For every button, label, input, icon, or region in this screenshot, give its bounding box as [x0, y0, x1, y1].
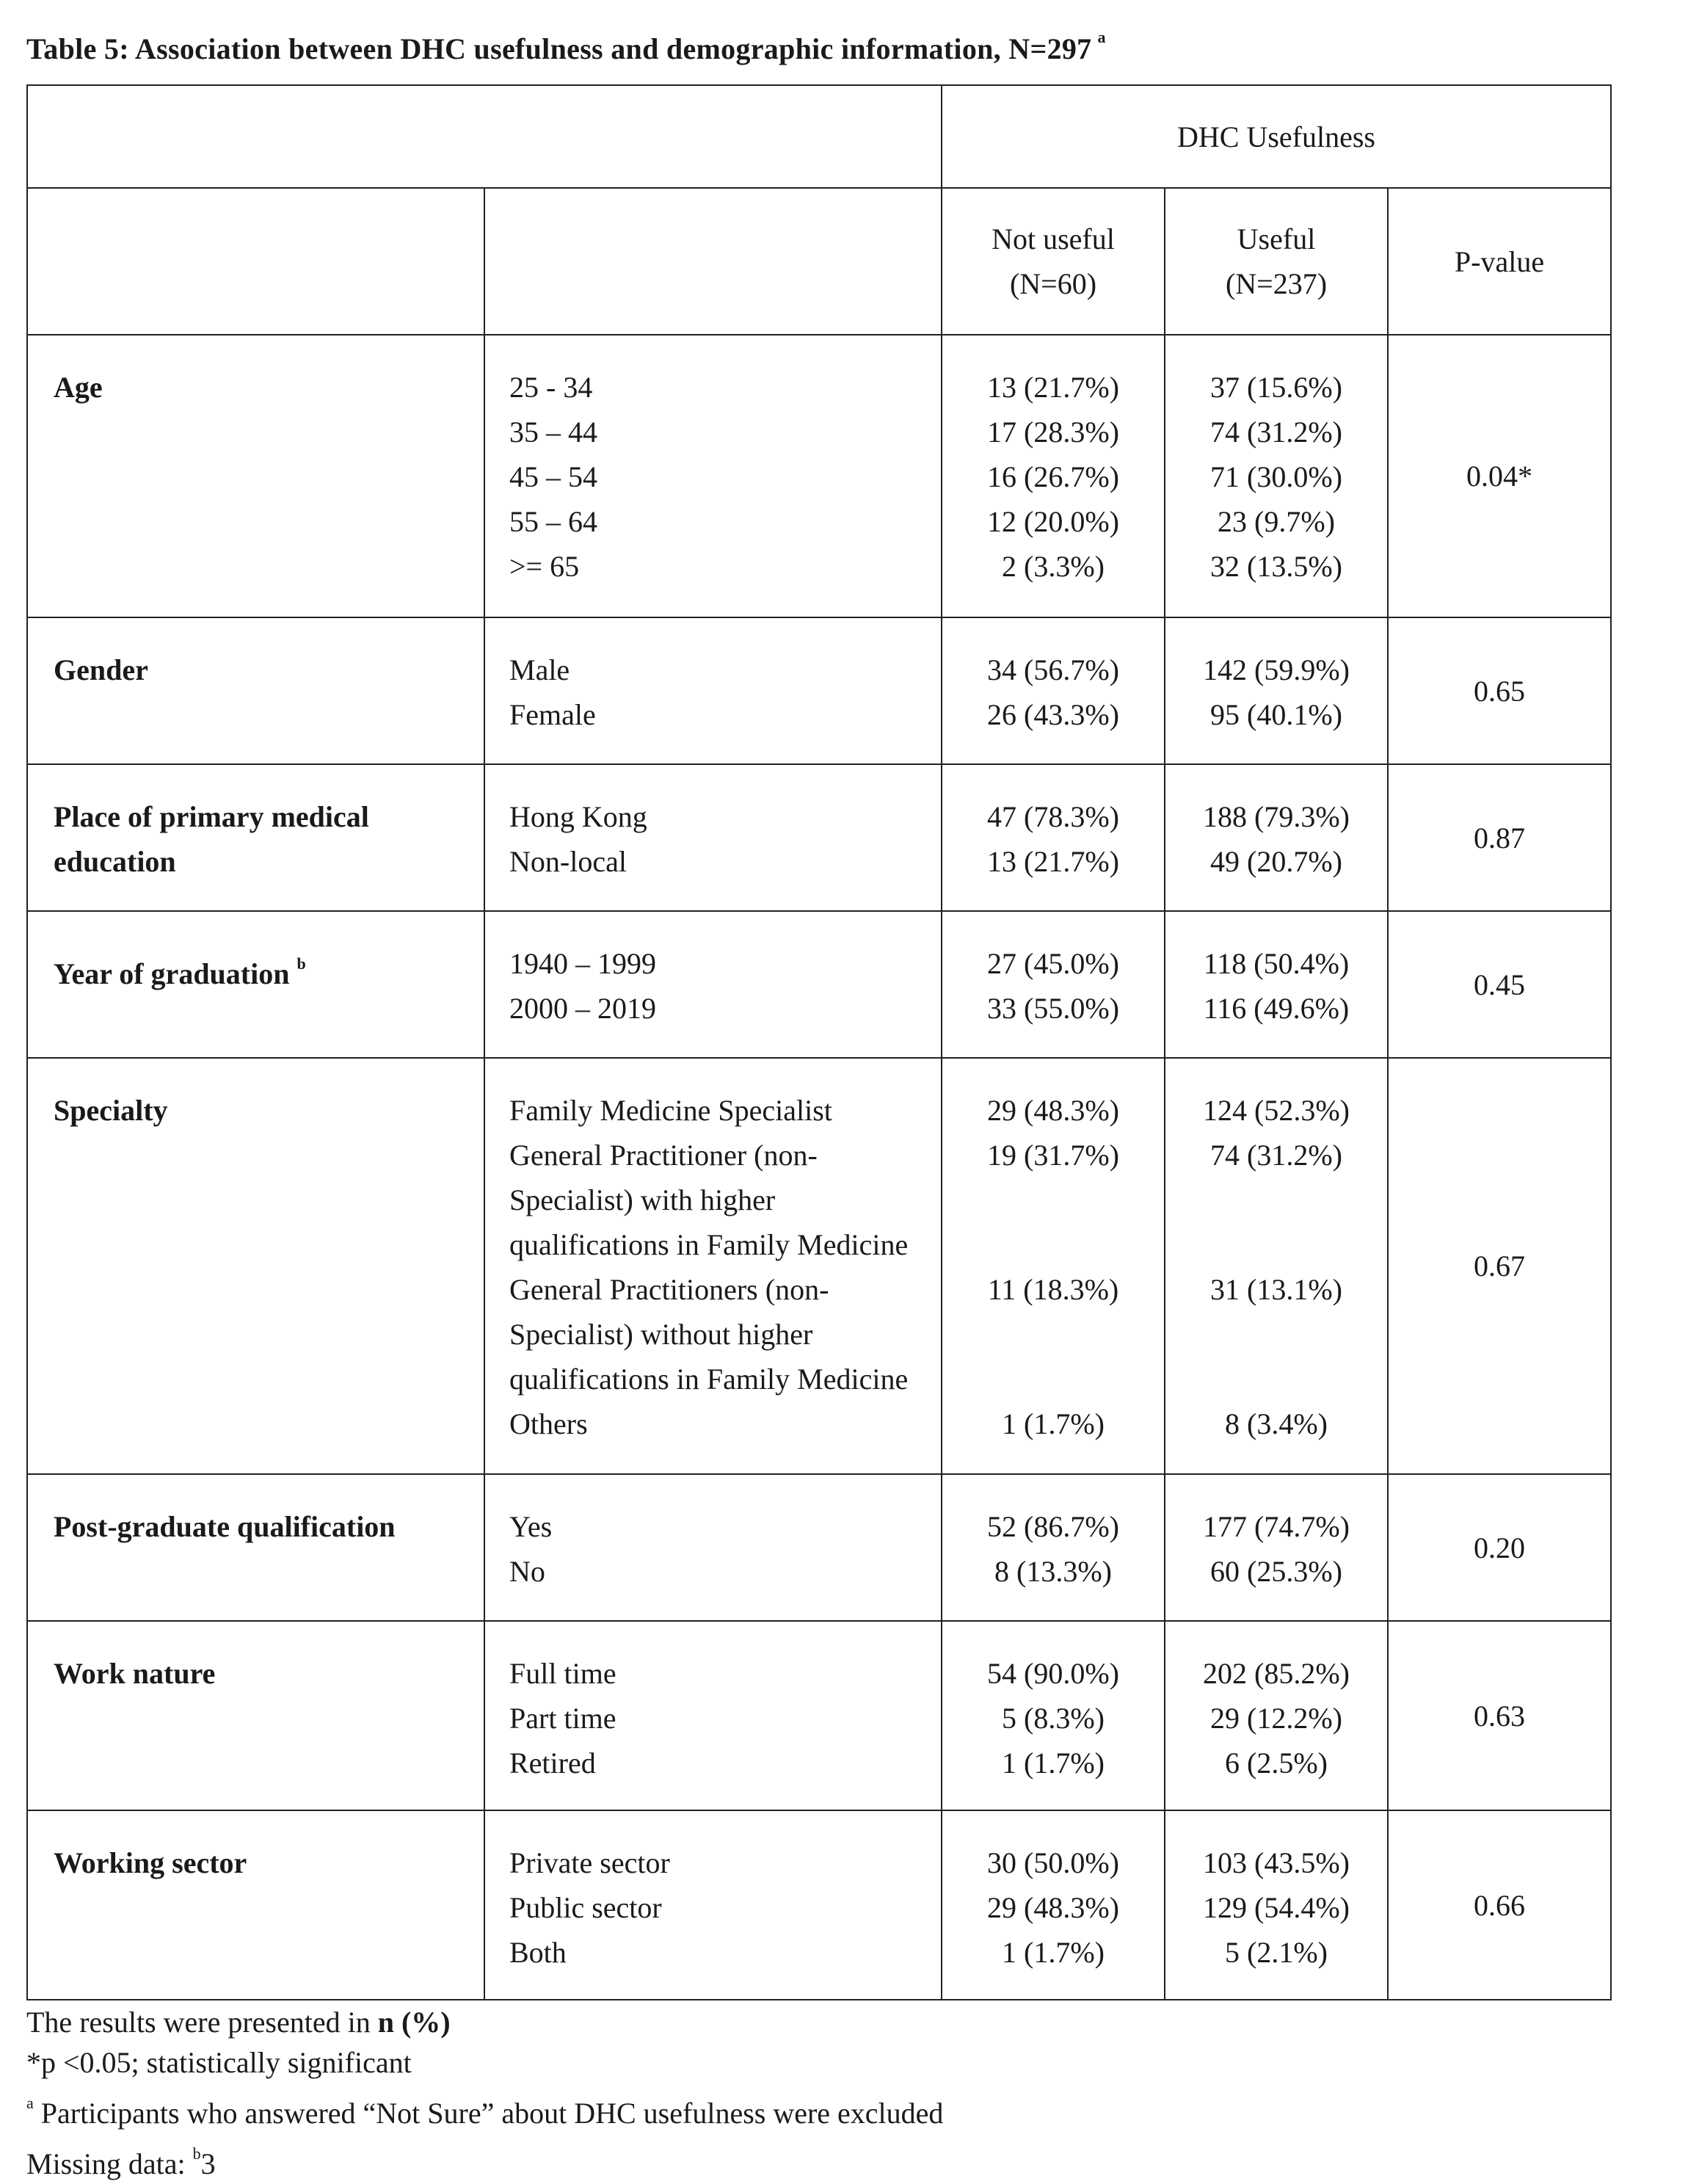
row-subgroups-working-sector — [484, 1810, 942, 2000]
subgroup-label: Private sector — [509, 1846, 670, 1879]
footnote-text: Missing data: — [26, 2147, 193, 2180]
subgroup-label: 25 - 34 — [509, 371, 593, 404]
subgroup-label: Female — [509, 698, 596, 731]
cell-value: 49 (20.7%) — [1210, 845, 1342, 878]
row-category-work-nature: Work nature — [27, 1621, 484, 1810]
subgroup-label: 35 – 44 — [509, 416, 597, 449]
table-footnotes — [26, 2002, 943, 2184]
subgroup-label: qualifications in Family Medicine — [509, 1363, 909, 1396]
header-blank-sub — [484, 188, 942, 335]
cell-value: 71 (30.0%) — [1210, 460, 1342, 493]
row-subgroups-work-nature — [484, 1621, 942, 1810]
spacer — [1165, 1222, 1387, 1267]
subgroup-label: 55 – 64 — [509, 505, 597, 538]
pvalue-cell: 0.67 — [1388, 1058, 1611, 1474]
pvalue-cell: 0.63 — [1388, 1621, 1611, 1810]
subgroup-label: Specialist) with higher — [509, 1183, 776, 1216]
table-row — [27, 335, 1611, 617]
cell-value: 13 (21.7%) — [987, 371, 1119, 404]
subgroup-label: Both — [509, 1936, 567, 1969]
useful-values — [1165, 764, 1388, 911]
row-category-year-of-graduation — [27, 911, 484, 1058]
dhc-usefulness-header: DHC Usefulness — [942, 85, 1611, 188]
table-row — [27, 1058, 1611, 1474]
useful-label: Useful — [1237, 222, 1316, 255]
cell-value: 202 (85.2%) — [1203, 1657, 1350, 1690]
cell-value: 74 (31.2%) — [1210, 1139, 1342, 1172]
row-subgroups-place — [484, 764, 942, 911]
not-useful-label: Not useful — [992, 222, 1115, 255]
pvalue-header: P-value — [1388, 188, 1611, 335]
category-label-line: education — [54, 845, 176, 878]
cell-value: 33 (55.0%) — [987, 992, 1119, 1025]
subgroup-label: >= 65 — [509, 550, 580, 583]
footnote-format — [26, 2002, 943, 2042]
not-useful-values — [942, 911, 1165, 1058]
subgroup-label: Hong Kong — [509, 800, 647, 833]
spacer — [942, 1357, 1164, 1401]
header-blank-category — [27, 188, 484, 335]
subgroup-label: Full time — [509, 1657, 616, 1690]
cell-value: 52 (86.7%) — [987, 1510, 1119, 1543]
subgroup-label: General Practitioners (non- — [509, 1273, 829, 1306]
demographics-table — [26, 84, 1612, 2000]
table-caption — [26, 28, 1106, 66]
subgroup-label: 1940 – 1999 — [509, 947, 656, 980]
cell-value: 31 (13.1%) — [1210, 1273, 1342, 1306]
footnote-marker: a — [26, 2094, 34, 2112]
pvalue-cell: 0.66 — [1388, 1810, 1611, 2000]
footnote-text: 3 — [200, 2147, 216, 2180]
subgroup-label: Family Medicine Specialist — [509, 1094, 832, 1127]
subgroup-label: Retired — [509, 1746, 596, 1780]
cell-value: 118 (50.4%) — [1203, 947, 1350, 980]
cell-value: 2 (3.3%) — [1002, 550, 1105, 583]
footnote-exclusion — [26, 2083, 943, 2133]
cell-value: 1 (1.7%) — [1002, 1936, 1105, 1969]
spacer — [1165, 1312, 1387, 1357]
table-row — [27, 764, 1611, 911]
pvalue-cell: 0.45 — [1388, 911, 1611, 1058]
row-subgroups-age — [484, 335, 942, 617]
cell-value: 34 (56.7%) — [987, 653, 1119, 686]
header-row-group — [27, 85, 1611, 188]
useful-n: (N=237) — [1225, 267, 1328, 300]
table-row — [27, 1810, 1611, 2000]
cell-value: 142 (59.9%) — [1203, 653, 1350, 686]
header-row-columns — [27, 188, 1611, 335]
cell-value: 54 (90.0%) — [987, 1657, 1119, 1690]
not-useful-values — [942, 1621, 1165, 1810]
subgroup-label: Others — [509, 1407, 588, 1440]
cell-value: 103 (43.5%) — [1203, 1846, 1350, 1879]
cell-value: 116 (49.6%) — [1203, 992, 1350, 1025]
cell-value: 32 (13.5%) — [1210, 550, 1342, 583]
useful-values — [1165, 1058, 1388, 1474]
subgroup-label: General Practitioner (non- — [509, 1139, 818, 1172]
useful-header — [1165, 188, 1388, 335]
header-empty-cell — [27, 85, 942, 188]
pvalue-cell: 0.87 — [1388, 764, 1611, 911]
cell-value: 1 (1.7%) — [1002, 1407, 1105, 1440]
table-row — [27, 911, 1611, 1058]
cell-value: 60 (25.3%) — [1210, 1555, 1342, 1588]
cell-value: 5 (8.3%) — [1002, 1702, 1105, 1735]
category-label-line: Place of primary medical — [54, 800, 369, 833]
subgroup-label: No — [509, 1555, 545, 1588]
useful-values — [1165, 1810, 1388, 2000]
not-useful-values — [942, 335, 1165, 617]
useful-values — [1165, 911, 1388, 1058]
cell-value: 17 (28.3%) — [987, 416, 1119, 449]
category-label: Year of graduation — [54, 957, 290, 990]
cell-value: 8 (3.4%) — [1225, 1407, 1328, 1440]
row-subgroups-gender — [484, 617, 942, 764]
row-category-working-sector: Working sector — [27, 1810, 484, 2000]
row-subgroups-specialty — [484, 1058, 942, 1474]
spacer — [1165, 1357, 1387, 1401]
cell-value: 11 (18.3%) — [987, 1273, 1119, 1306]
row-subgroups-postgraduate — [484, 1474, 942, 1621]
subgroup-label: Yes — [509, 1510, 553, 1543]
footnote-bold: n (%) — [377, 2006, 451, 2039]
cell-value: 124 (52.3%) — [1203, 1094, 1350, 1127]
row-subgroups-year — [484, 911, 942, 1058]
subgroup-label: Male — [509, 653, 570, 686]
not-useful-values — [942, 1058, 1165, 1474]
cell-value: 37 (15.6%) — [1210, 371, 1342, 404]
subgroup-label: Specialist) without higher — [509, 1318, 813, 1351]
cell-value: 23 (9.7%) — [1218, 505, 1335, 538]
useful-values — [1165, 1474, 1388, 1621]
useful-values — [1165, 617, 1388, 764]
subgroup-label: Part time — [509, 1702, 616, 1735]
row-category-gender: Gender — [27, 617, 484, 764]
cell-value: 27 (45.0%) — [987, 947, 1119, 980]
not-useful-values — [942, 1810, 1165, 2000]
subgroup-label: Non-local — [509, 845, 627, 878]
not-useful-values — [942, 764, 1165, 911]
cell-value: 188 (79.3%) — [1203, 800, 1350, 833]
pvalue-cell: 0.04* — [1388, 335, 1611, 617]
cell-value: 95 (40.1%) — [1210, 698, 1342, 731]
cell-value: 6 (2.5%) — [1225, 1746, 1328, 1780]
row-category-specialty: Specialty — [27, 1058, 484, 1474]
spacer — [1165, 1178, 1387, 1222]
cell-value: 74 (31.2%) — [1210, 416, 1342, 449]
table-row — [27, 1621, 1611, 1810]
not-useful-values — [942, 1474, 1165, 1621]
subgroup-label: Public sector — [509, 1891, 662, 1924]
footnote-marker: b — [192, 2144, 201, 2163]
cell-value: 16 (26.7%) — [987, 460, 1119, 493]
cell-value: 8 (13.3%) — [994, 1555, 1112, 1588]
caption-text: Table 5: Association between DHC usefulness and demographic information, N=297 — [26, 32, 1092, 65]
not-useful-n: (N=60) — [1009, 267, 1097, 300]
footnote-missing-data — [26, 2133, 943, 2184]
pvalue-cell: 0.65 — [1388, 617, 1611, 764]
spacer — [942, 1312, 1164, 1357]
spacer — [942, 1178, 1164, 1222]
useful-values — [1165, 335, 1388, 617]
footnote-text: Participants who answered “Not Sure” about DHC usefulness were excluded — [40, 2097, 944, 2130]
cell-value: 29 (12.2%) — [1210, 1702, 1342, 1735]
spacer — [942, 1222, 1164, 1267]
cell-value: 26 (43.3%) — [987, 698, 1119, 731]
cell-value: 30 (50.0%) — [987, 1846, 1119, 1879]
cell-value: 29 (48.3%) — [987, 1891, 1119, 1924]
not-useful-header — [942, 188, 1165, 335]
cell-value: 1 (1.7%) — [1002, 1746, 1105, 1780]
cell-value: 5 (2.1%) — [1225, 1936, 1328, 1969]
not-useful-values — [942, 617, 1165, 764]
table-row — [27, 1474, 1611, 1621]
row-category-place-of-education — [27, 764, 484, 911]
cell-value: 13 (21.7%) — [987, 845, 1119, 878]
cell-value: 47 (78.3%) — [987, 800, 1119, 833]
caption-footnote-marker: a — [1097, 28, 1106, 46]
subgroup-label: qualifications in Family Medicine — [509, 1228, 909, 1261]
subgroup-label: 45 – 54 — [509, 460, 597, 493]
cell-value: 19 (31.7%) — [987, 1139, 1119, 1172]
table-row — [27, 617, 1611, 764]
useful-values — [1165, 1621, 1388, 1810]
cell-value: 12 (20.0%) — [987, 505, 1119, 538]
footnote-text: The results were presented in — [26, 2006, 378, 2039]
row-category-postgraduate: Post-graduate qualification — [27, 1474, 484, 1621]
subgroup-label: 2000 – 2019 — [509, 992, 656, 1025]
cell-value: 177 (74.7%) — [1203, 1510, 1350, 1543]
pvalue-cell: 0.20 — [1388, 1474, 1611, 1621]
cell-value: 29 (48.3%) — [987, 1094, 1119, 1127]
footnote-marker: b — [296, 954, 306, 973]
footnote-significance: *p <0.05; statistically significant — [26, 2046, 412, 2079]
cell-value: 129 (54.4%) — [1203, 1891, 1350, 1924]
row-category-age: Age — [27, 335, 484, 617]
